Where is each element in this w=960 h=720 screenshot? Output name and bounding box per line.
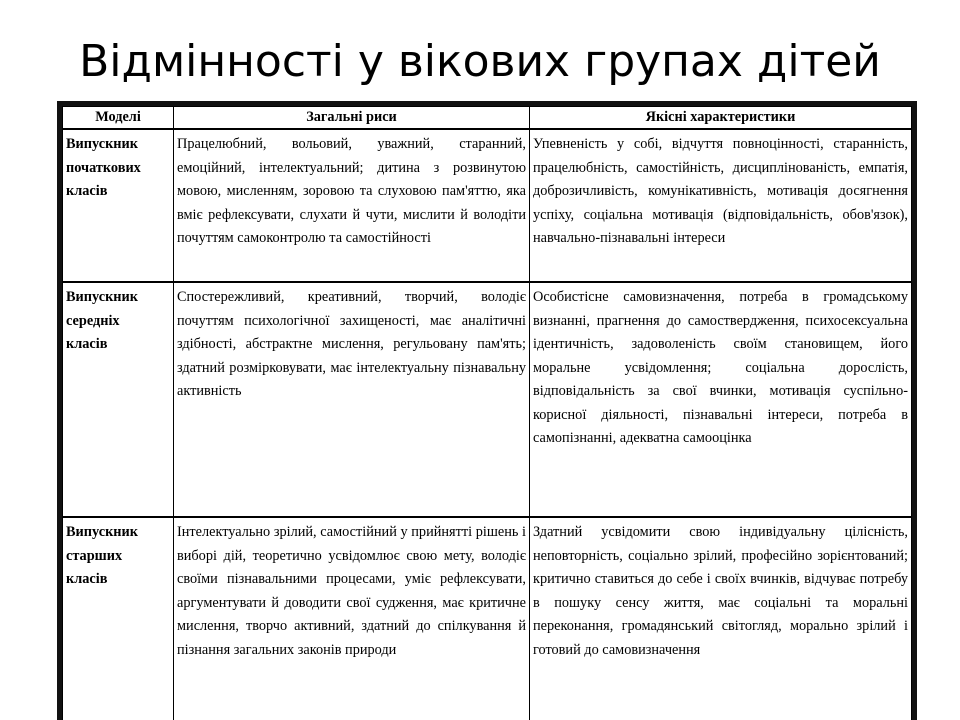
row-quality-cell: Упевненість у собі, відчуття повноцінності, старанність, працелюбність, самостійність, дисциплінованість, емпатія, доброзичливість, комунікативність, мотивація досягнення успіху, соціальна мотивація (відповідальність, обов'язок), навчально-пізнавальні інтереси [530, 129, 912, 282]
row-quality-cell: Здатний усвідомити свою індивідуальну цілісність, неповторність, соціально зрілий, професійно зорієнтований; критично ставиться до себе і своїх вчинків, відчуває потребу в пошуку сенсу життя, має соціальні та моральні переконання, громадянський світогляд, морально зрілий і готовий до самовизначення [530, 517, 912, 720]
comparison-table [62, 106, 912, 720]
table-header-row [63, 107, 912, 130]
header-general-traits: Загальні риси [174, 107, 530, 130]
table-frame [57, 101, 917, 720]
row-quality-cell: Особистісне самовизначення, потреба в громадському визнанні, прагнення до самоствердження, психосексуальна ідентичність, задоволеність своїм становищем, його моральне усвідомлення; соціальна дорослість, відповідальність за свої вчинки, мотивація суспільно-корисної діяльності, пізнавальні інтереси, потреба в самопізнанні, адекватна самооцінка [530, 282, 912, 517]
slide-title: Відмінності у вікових групах дітей [79, 36, 881, 87]
row-general-cell: Спостережливий, креативний, творчий, володіє почуттям психологічної захищеності, має аналітичні здібності, абстрактне мислення, регульовану пам'ять; здатний розмірковувати, має інтелектуальну пізнавальну активність [174, 282, 530, 517]
table-row [63, 129, 912, 282]
row-model-cell: Випускник початкових класів [63, 129, 174, 282]
row-general-cell: Інтелектуально зрілий, самостійний у прийнятті рішень і виборі дій, теоретично усвідомлює свою мету, володіє своїми пізнавальними процесами, уміє рефлексувати, аргументувати й доводити свої судження, має критичне мислення, творчо активний, здатний до спілкування й пізнання загальних законів природи [174, 517, 530, 720]
row-general-cell: Працелюбний, вольовий, уважний, старанний, емоційний, інтелектуальний; дитина з розвинутою мовою, мисленням, зоровою та слуховою пам'яттю, яка вміє рефлексувати, слухати й чути, мислити й володіти почуттям самоконтролю та самостійності [174, 129, 530, 282]
table-row [63, 517, 912, 720]
header-quality-characteristics: Якісні характеристики [530, 107, 912, 130]
table-row [63, 282, 912, 517]
header-models: Моделі [63, 107, 174, 130]
row-model-cell: Випускник старших класів [63, 517, 174, 720]
row-model-cell: Випускник середніх класів [63, 282, 174, 517]
